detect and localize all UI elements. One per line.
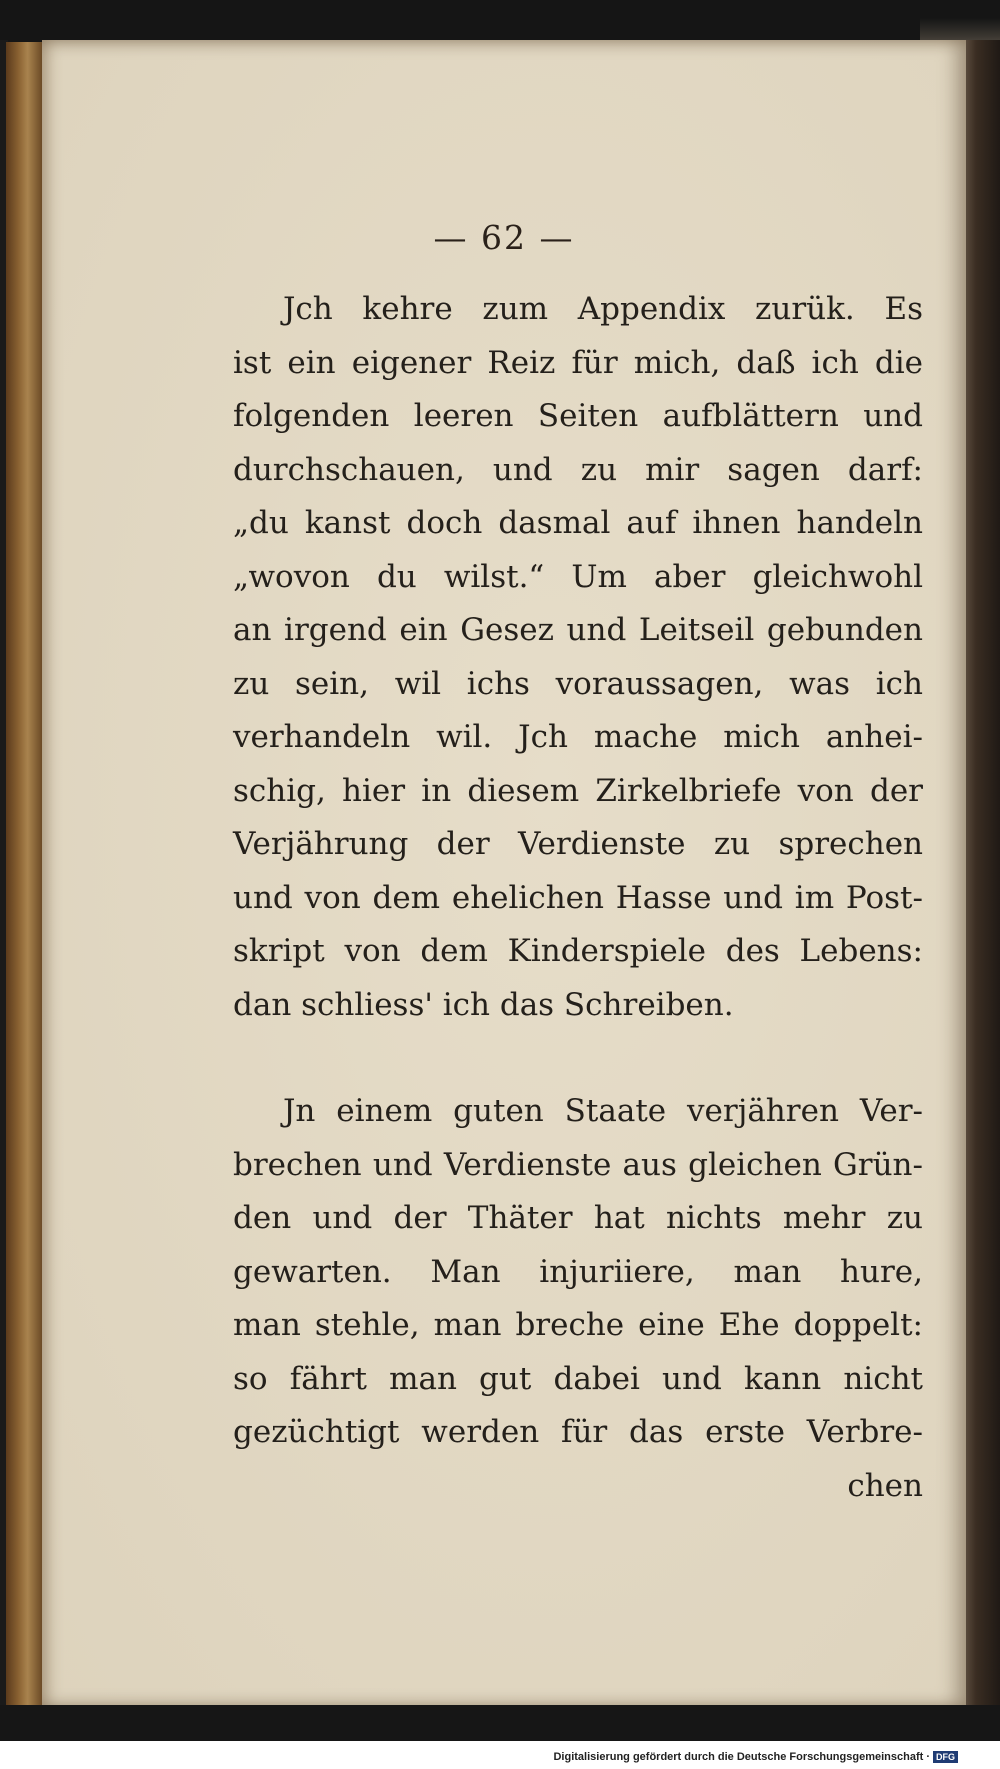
text-line: so fährt man gut dabei und kann nicht — [233, 1360, 923, 1397]
catchword: chen — [847, 1467, 923, 1504]
text-line: gewarten. Man injuriiere, man hure, — [233, 1253, 923, 1290]
digitization-credit — [553, 1751, 958, 1763]
text-line: Jn einem guten Staate verjähren Ver- — [283, 1093, 923, 1129]
book-spine — [6, 42, 42, 1706]
credit-text: Digitalisierung gefördert durch die Deutsche Forschungsgemeinschaft · — [553, 1751, 930, 1763]
text-line: folgenden leeren Seiten aufblättern und — [233, 398, 923, 434]
text-line: „wovon du wilst.“ Um aber gleichwohl — [233, 558, 923, 595]
text-line: dan schliess' ich das Schreiben. — [233, 986, 734, 1023]
text-line: Verjährung der Verdienste zu sprechen — [233, 826, 923, 862]
paragraph-2 — [233, 1085, 923, 1460]
text-line: verhandeln wil. Jch mache mich anhei- — [233, 719, 923, 755]
page-number: — 62 — — [433, 218, 575, 257]
text-line: man stehle, man breche eine Ehe doppelt: — [233, 1307, 923, 1343]
paragraph-gap — [233, 1032, 923, 1085]
dfg-logo: DFG — [933, 1751, 958, 1763]
text-line: durchschauen, und zu mir sagen darf: — [233, 451, 923, 488]
text-line: den und der Thäter hat nichts mehr zu — [233, 1200, 923, 1236]
text-line: an irgend ein Gesez und Leitseil gebunden — [233, 612, 923, 648]
text-line: ist ein eigener Reiz für mich, daß ich die — [233, 344, 923, 381]
page-text — [233, 283, 923, 1513]
text-line: „du kanst doch dasmal auf ihnen handeln — [233, 505, 923, 541]
text-line: brechen und Verdienste aus gleichen Grün- — [233, 1146, 923, 1183]
text-line: schig, hier in diesem Zirkelbriefe von der — [233, 772, 923, 809]
scan-border-bottom — [0, 1705, 1000, 1741]
paragraph-1 — [233, 283, 923, 1032]
text-line: Jch kehre zum Appendix zurük. Es — [283, 291, 923, 327]
book-fore-edge — [960, 40, 1000, 1708]
text-line: skript von dem Kinderspiele des Lebens: — [233, 933, 923, 969]
text-line: zu sein, wil ichs voraussagen, was ich — [233, 665, 923, 702]
text-line: gezüchtigt werden für das erste Verbre- — [233, 1414, 923, 1450]
text-line: und von dem ehelichen Hasse und im Post- — [233, 879, 923, 916]
scan-border-top — [0, 0, 1000, 44]
